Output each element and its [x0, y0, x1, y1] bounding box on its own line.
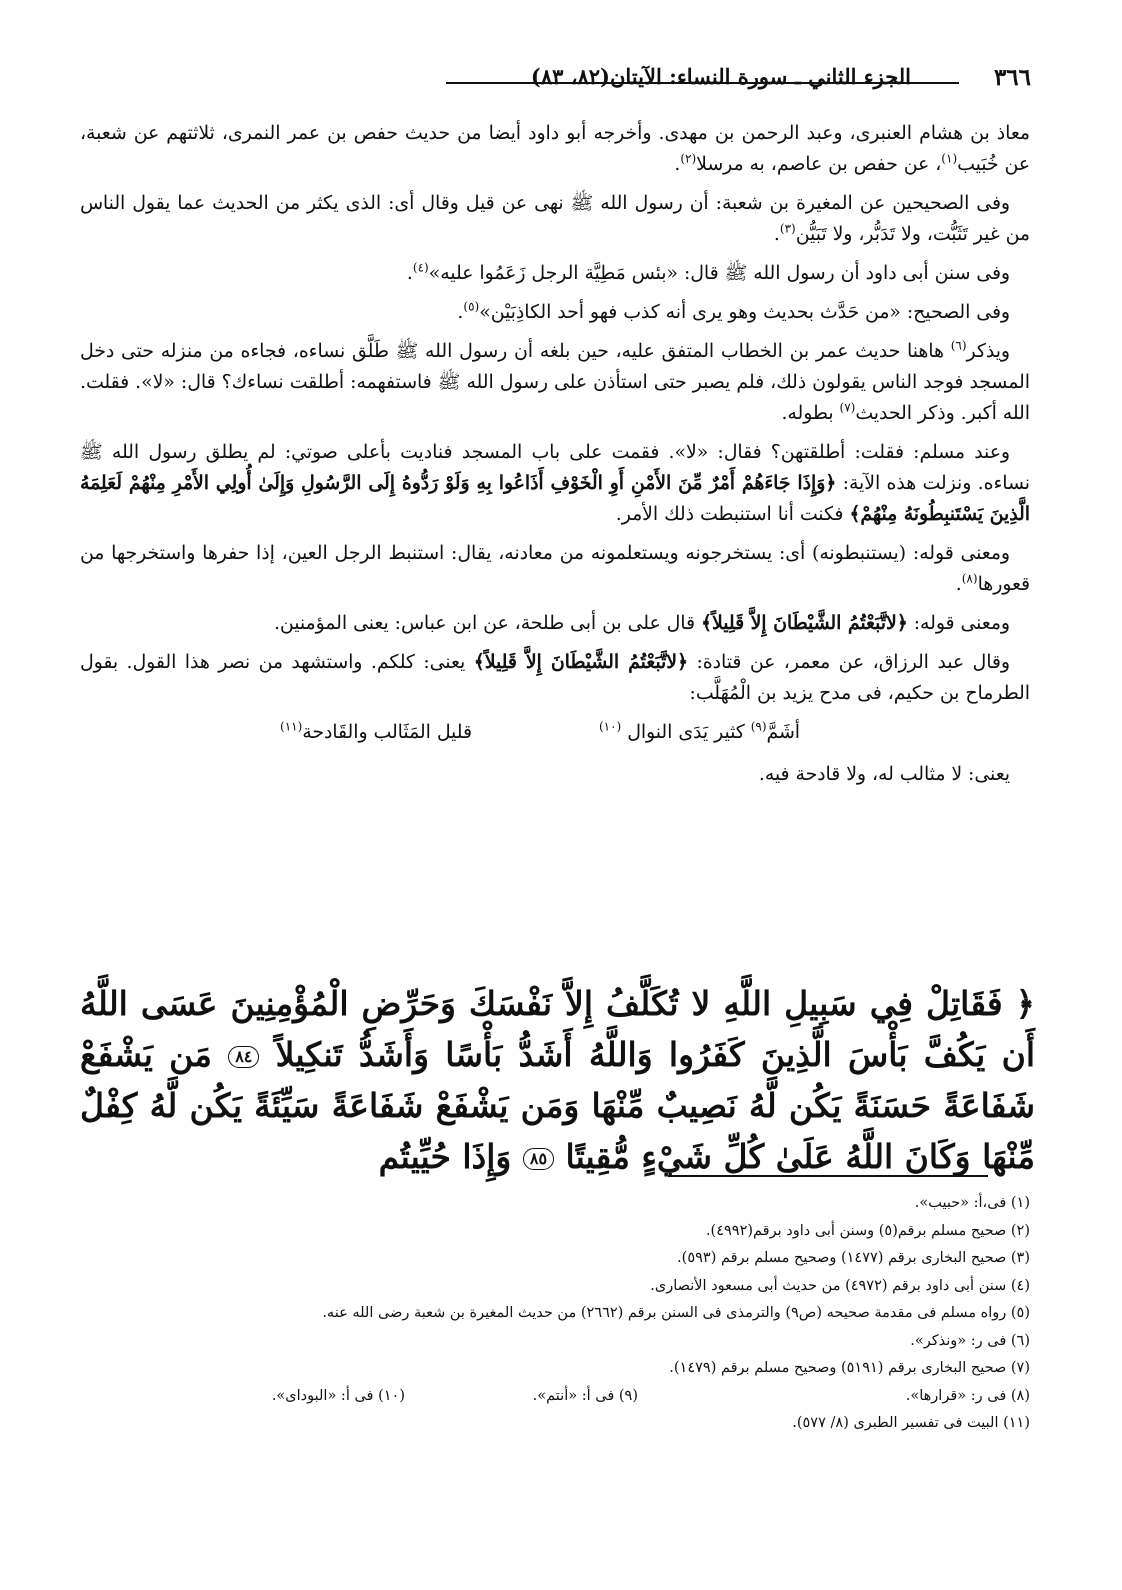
- quran-quote: ﴿لاتَّبَعْتُمُ الشَّيْطَانَ إِلاَّ قَلِيلاً﴾: [700, 612, 908, 634]
- footnote-10: (١٠) فى أ: «البوداى».: [271, 1387, 405, 1404]
- page-header: [86, 62, 1031, 102]
- footnote-7: (٧) صحيح البخارى برقم (٥١٩١) وصحيح مسلم برقم (١٤٧٩).: [669, 1360, 1030, 1376]
- footnote-5: (٥) رواه مسلم فى مقدمة صحيحه (ص٩) والترمذى فى السنن برقم (٢٦٦٢) من حديث المغيرة بن شعبة رضى الله عنه.: [322, 1305, 1030, 1321]
- paragraph-8: ومعنى قوله: ﴿لاتَّبَعْتُمُ الشَّيْطَانَ إِلاَّ قَلِيلاً﴾ قال على بن أبى طلحة، عن ابن عباس: يعنى المؤمنين.: [273, 612, 1010, 634]
- footnote-row-8-10: [100, 1383, 1030, 1411]
- footnote-3: (٣) صحيح البخارى برقم (١٤٧٧) وصحيح مسلم برقم (٥٩٣).: [677, 1250, 1030, 1266]
- footnote-ref-3[interactable]: (٣): [779, 221, 796, 236]
- footnote-ref-5[interactable]: (٥): [463, 299, 480, 314]
- main-text: [80, 118, 1030, 798]
- paragraph-9: وقال عبد الرزاق، عن معمر، عن قتادة: ﴿لاتَّبَعْتُمُ الشَّيْطَانَ إِلاَّ قَلِيلاً﴾ يعنى: كلكم. واستشهد من نصر هذا القول. بقول الطرماح بن حكيم، فى مدح يزيد بن الْمُهَلَّب:: [80, 651, 1030, 704]
- ayah-number-85: ٨٥: [523, 1148, 554, 1170]
- paragraph-3: وفى سنن أبى داود أن رسول الله ﷺ قال: «بئس مَطِيَّة الرجل زَعَمُوا عليه»$^{(٤)}$.: [406, 260, 1010, 284]
- footnote-ref-9[interactable]: (٩): [750, 719, 767, 734]
- poem-hemistich-1: أشَمَّ$^{(٩)}$ كثير يَدَى النوال $^{(١٠)}$: [598, 719, 800, 743]
- header-rule: [446, 82, 959, 84]
- quran-verses: ﴿ فَقَاتِلْ فِي سَبِيلِ اللَّهِ لا تُكَلَّفُ إِلاَّ نَفْسَكَ وَحَرِّضِ الْمُؤْمِنِينَ عَسَى اللَّهُ أَن يَكُفَّ بَأْسَ الَّذِينَ كَفَرُوا وَاللَّهُ أَشَدُّ بَأْسًا وَأَشَدُّ تَنكِيلاً ٨٤ مَن يَشْفَعْ شَفَاعَةً حَسَنَةً يَكُن لَّهُ نَصِيبٌ مِّنْهَا وَمَن يَشْفَعْ شَفَاعَةً سَيِّئَةً يَكُن لَّهُ كِفْلٌ مِّنْهَا وَكَانَ اللَّهُ عَلَىٰ كُلِّ شَيْءٍ مُّقِيتًا ٨٥ وَإِذَا حُيِّيتُم: [80, 984, 1035, 1176]
- footnote-9: (٩) فى أ: «أنتم».: [532, 1387, 638, 1404]
- running-title: الجزء الثاني ـ سورة النساء: الآيتان(٨٢، ٨٣): [530, 64, 911, 89]
- paragraph-6: وعند مسلم: فقلت: أطلقتهن؟ فقال: «لا». فقمت على باب المسجد فناديت بأعلى صوتي: لم يطلق رسول الله ﷺ نساءه. ونزلت هذه الآية: ﴿وَإِذَا جَاءَهُمْ أَمْرٌ مِّنَ الأَمْنِ أَوِ الْخَوْفِ أَذَاعُوا بِهِ وَلَوْ رَدُّوهُ إِلَى الرَّسُولِ وَإِلَىٰ أُولِي الأَمْرِ مِنْهُمْ لَعَلِمَهُ الَّذِينَ يَسْتَنبِطُونَهُ مِنْهُمْ﴾ فكنت أنا استنبطت ذلك الأمر.: [80, 442, 1030, 525]
- quran-quote: ﴿وَإِذَا جَاءَهُمْ أَمْرٌ مِّنَ الأَمْنِ أَوِ الْخَوْفِ أَذَاعُوا بِهِ وَلَوْ رَدُّوهُ إِلَى الرَّسُولِ وَإِلَىٰ أُولِي الأَمْرِ مِنْهُمْ لَعَلِمَهُ الَّذِينَ يَسْتَنبِطُونَهُ مِنْهُمْ﴾: [80, 472, 1030, 525]
- footnote-4: (٤) سنن أبى داود برقم (٤٩٧٢) من حديث أبى مسعود الأنصارى.: [650, 1277, 1030, 1294]
- quran-quote: ﴿لاتَّبَعْتُمُ الشَّيْطَانَ إِلاَّ قَلِيلاً﴾: [473, 651, 688, 673]
- poem-verse: [80, 717, 1030, 755]
- footnote-ref-8[interactable]: (٨): [961, 571, 978, 586]
- footnote-ref-11[interactable]: (١١): [280, 719, 303, 734]
- footnote-6: (٦) فى ر: «ونذكر».: [910, 1332, 1030, 1349]
- poem-hemistich-2: قليل المَثَالب والقَادحة$^{(١١)}$: [280, 719, 472, 743]
- footnote-ref-1[interactable]: (١): [941, 151, 958, 166]
- footnote-ref-10[interactable]: (١٠): [598, 719, 622, 734]
- footnotes: [100, 1190, 1030, 1438]
- footnote-ref-7[interactable]: (٧): [839, 400, 856, 415]
- footnote-1: (١) فى،أ: «حبيب».: [914, 1195, 1030, 1211]
- footnote-separator: [668, 1175, 988, 1177]
- paragraph-1: معاذ بن هشام العنبرى، وعبد الرحمن بن مهدى. وأخرجه أبو داود أيضا من حديث حفص بن عمر النمرى، ثلاثتهم عن شعبة، عن خُبَيب$^{(١)}$، عن حفص بن عاصم، به مرسلا$^{(٢)}$.: [80, 123, 1030, 175]
- paragraph-5: ويذكر$^{(٦)}$ هاهنا حديث عمر بن الخطاب المتفق عليه، حين بلغه أن رسول الله ﷺ طَلَّق نساءه، فجاءه من منزله حتى دخل المسجد فوجد الناس يقولون ذلك، فلم يصبر حتى استأذن على رسول الله ﷺ فاستفهمه: أطلقت نساءك؟ قال: «لا». فقلت. الله أكبر. وذكر الحديث$^{(٧)}$ بطوله.: [80, 338, 1030, 424]
- paragraph-7: ومعنى قوله: (يستنبطونه) أى: يستخرجونه ويستعلمونه من معادنه، يقال: استنبط الرجل العين، إذا حفرها واستخرجها من قعورها$^{(٨)}$.: [80, 543, 1030, 595]
- paragraph-2: وفى الصحيحين عن المغيرة بن شعبة: أن رسول الله ﷺ نهى عن قيل وقال أى: الذى يكثر من الحديث عما يقول الناس من غير تَثَبُّت، ولا تَدَبُّر، ولا تَبَيُّن$^{(٣)}$.: [80, 193, 1030, 245]
- footnote-ref-4[interactable]: (٤): [412, 260, 429, 275]
- footnote-ref-2[interactable]: (٢): [680, 151, 697, 166]
- paragraph-4: وفى الصحيح: «من حَدَّث بحديث وهو يرى أنه كذب فهو أحد الكاذِبَيْن»$^{(٥)}$.: [457, 299, 1010, 323]
- footnote-8: (٨) فى ر: «قرارها».: [905, 1387, 1030, 1404]
- footnote-11: (١١) البيت فى تفسير الطبرى (٨/ ٥٧٧).: [792, 1415, 1030, 1431]
- footnote-2: (٢) صحيح مسلم برقم(٥) وسنن أبى داود برقم(٤٩٩٢).: [705, 1222, 1030, 1239]
- ayah-number-84: ٨٤: [228, 1046, 259, 1068]
- footnote-ref-6[interactable]: (٦): [950, 338, 967, 353]
- page-number: ٣٦٦: [993, 64, 1031, 91]
- paragraph-10: يعنى: لا مثالب له، ولا قادحة فيه.: [758, 764, 1010, 785]
